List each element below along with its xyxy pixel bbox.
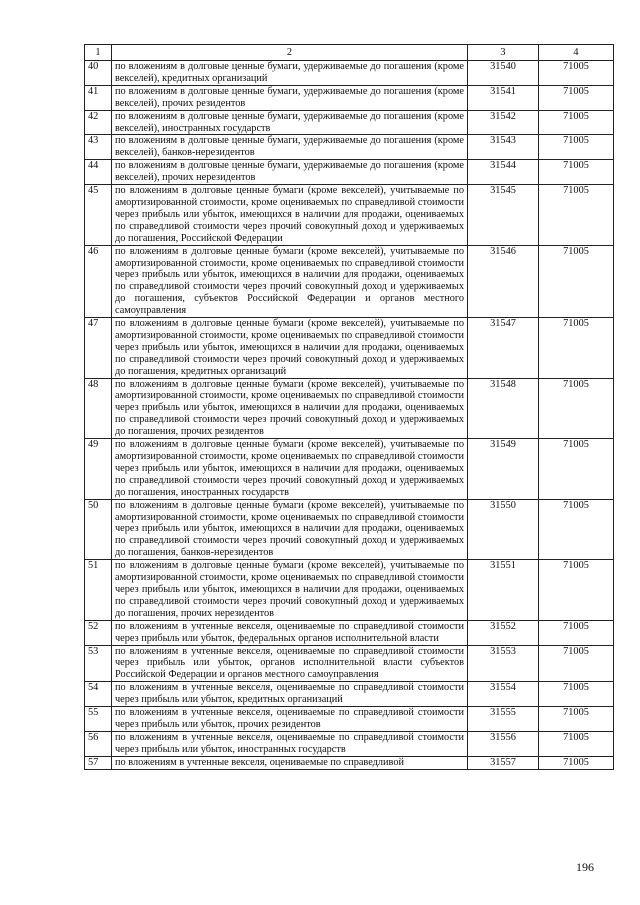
row-account: 71005: [539, 620, 614, 645]
row-number: 54: [85, 682, 112, 707]
row-account: 71005: [539, 756, 614, 769]
row-code: 31557: [468, 756, 539, 769]
table-row: [85, 499, 614, 560]
row-number: 56: [85, 731, 112, 756]
row-number: 42: [85, 110, 112, 135]
row-account: 71005: [539, 135, 614, 160]
table-row: [85, 756, 614, 769]
row-account: 71005: [539, 61, 614, 86]
row-number: 52: [85, 620, 112, 645]
row-description: по вложениям в долговые ценные бумаги (кроме векселей), учитываемые по амортизированной стоимости, кроме оцениваемых по справедливой стоимости через прибыль или убыток, имеющихся в наличии для продажи, оцениваемых по справедливой стоимости через прочий совокупный доход и удерживаемых до погашения, иностранных государств: [112, 439, 468, 500]
row-code: 31552: [468, 620, 539, 645]
row-description: по вложениям в учтенные векселя, оцениваемые по справедливой стоимости через прибыль или убыток, прочих резидентов: [112, 707, 468, 732]
row-account: 71005: [539, 378, 614, 439]
page-number: 196: [576, 860, 594, 874]
row-number: 43: [85, 135, 112, 160]
row-number: 55: [85, 707, 112, 732]
row-number: 50: [85, 499, 112, 560]
table-header-row: [85, 45, 614, 61]
row-account: 71005: [539, 110, 614, 135]
table-row: [85, 245, 614, 317]
table-row: [85, 645, 614, 682]
row-description: по вложениям в учтенные векселя, оцениваемые по справедливой стоимости через прибыль или убыток, кредитных организаций: [112, 682, 468, 707]
row-code: 31551: [468, 560, 539, 621]
row-description: по вложениям в долговые ценные бумаги, удерживаемые до погашения (кроме векселей), иностранных государств: [112, 110, 468, 135]
row-description: по вложениям в долговые ценные бумаги (кроме векселей), учитываемые по амортизированной стоимости, кроме оцениваемых по справедливой стоимости через прибыль или убыток, имеющихся в наличии для продажи, оцениваемых по справедливой стоимости через прочий совокупный доход и удерживаемых до погашения, прочих нерезидентов: [112, 560, 468, 621]
row-account: 71005: [539, 245, 614, 317]
row-number: 48: [85, 378, 112, 439]
row-number: 45: [85, 185, 112, 246]
row-description: по вложениям в учтенные векселя, оцениваемые по справедливой стоимости через прибыль или убыток, органов исполнительной власти субъектов Российской Федерации и органов местного самоуправления: [112, 645, 468, 682]
row-account: 71005: [539, 318, 614, 379]
row-account: 71005: [539, 160, 614, 185]
row-account: 71005: [539, 560, 614, 621]
table-body: [85, 61, 614, 770]
row-number: 47: [85, 318, 112, 379]
header-col-4: 4: [539, 45, 614, 61]
accounts-table: [84, 44, 614, 770]
row-number: 44: [85, 160, 112, 185]
row-number: 46: [85, 245, 112, 317]
row-description: по вложениям в долговые ценные бумаги, удерживаемые до погашения (кроме векселей), кредитных организаций: [112, 61, 468, 86]
header-col-1: 1: [85, 45, 112, 61]
row-code: 31547: [468, 318, 539, 379]
row-code: 31542: [468, 110, 539, 135]
header-col-2: 2: [112, 45, 468, 61]
row-description: по вложениям в долговые ценные бумаги (кроме векселей), учитываемые по амортизированной стоимости, кроме оцениваемых по справедливой стоимости через прибыль или убыток, имеющихся в наличии для продажи, оцениваемых по справедливой стоимости через прочий совокупный доход и удерживаемых до погашения, банков-нерезидентов: [112, 499, 468, 560]
table-row: [85, 682, 614, 707]
row-code: 31548: [468, 378, 539, 439]
row-code: 31545: [468, 185, 539, 246]
row-code: 31546: [468, 245, 539, 317]
row-description: по вложениям в долговые ценные бумаги (кроме векселей), учитываемые по амортизированной стоимости, кроме оцениваемых по справедливой стоимости через прибыль или убыток, имеющихся в наличии для продажи, оцениваемых по справедливой стоимости через прочий совокупный доход и удерживаемых до погашения, кредитных организаций: [112, 318, 468, 379]
row-code: 31554: [468, 682, 539, 707]
row-number: 51: [85, 560, 112, 621]
row-code: 31553: [468, 645, 539, 682]
row-account: 71005: [539, 439, 614, 500]
table-row: [85, 560, 614, 621]
table-row: [85, 185, 614, 246]
row-account: 71005: [539, 499, 614, 560]
row-number: 40: [85, 61, 112, 86]
table-row: [85, 378, 614, 439]
row-code: 31544: [468, 160, 539, 185]
row-code: 31555: [468, 707, 539, 732]
row-number: 49: [85, 439, 112, 500]
row-description: по вложениям в долговые ценные бумаги (кроме векселей), учитываемые по амортизированной стоимости, кроме оцениваемых по справедливой стоимости через прибыль или убыток, имеющихся в наличии для продажи, оцениваемых по справедливой стоимости через прочий совокупный доход и удерживаемых до погашения, прочих резидентов: [112, 378, 468, 439]
table-row: [85, 707, 614, 732]
row-account: 71005: [539, 645, 614, 682]
table-row: [85, 61, 614, 86]
row-account: 71005: [539, 682, 614, 707]
row-code: 31543: [468, 135, 539, 160]
table-row: [85, 318, 614, 379]
table-row: [85, 731, 614, 756]
row-description: по вложениям в учтенные векселя, оцениваемые по справедливой стоимости через прибыль или убыток, иностранных государств: [112, 731, 468, 756]
row-account: 71005: [539, 707, 614, 732]
table-row: [85, 110, 614, 135]
row-code: 31550: [468, 499, 539, 560]
row-description: по вложениям в долговые ценные бумаги, удерживаемые до погашения (кроме векселей), прочих резидентов: [112, 85, 468, 110]
row-account: 71005: [539, 185, 614, 246]
row-description: по вложениям в учтенные векселя, оцениваемые по справедливой стоимости через прибыль или убыток, федеральных органов исполнительной власти: [112, 620, 468, 645]
table-row: [85, 85, 614, 110]
table-row: [85, 620, 614, 645]
row-description: по вложениям в долговые ценные бумаги, удерживаемые до погашения (кроме векселей), банков-нерезидентов: [112, 135, 468, 160]
row-number: 41: [85, 85, 112, 110]
row-description: по вложениям в учтенные векселя, оцениваемые по справедливой: [112, 756, 468, 769]
row-description: по вложениям в долговые ценные бумаги, удерживаемые до погашения (кроме векселей), прочих нерезидентов: [112, 160, 468, 185]
row-account: 71005: [539, 731, 614, 756]
row-code: 31540: [468, 61, 539, 86]
row-number: 53: [85, 645, 112, 682]
table-row: [85, 160, 614, 185]
row-code: 31556: [468, 731, 539, 756]
table-row: [85, 135, 614, 160]
row-account: 71005: [539, 85, 614, 110]
row-description: по вложениям в долговые ценные бумаги (кроме векселей), учитываемые по амортизированной стоимости, кроме оцениваемых по справедливой стоимости через прибыль или убыток, имеющихся в наличии для продажи, оцениваемых по справедливой стоимости через прочий совокупный доход и удерживаемых до погашения, Российской Федерации: [112, 185, 468, 246]
row-code: 31541: [468, 85, 539, 110]
row-description: по вложениям в долговые ценные бумаги (кроме векселей), учитываемые по амортизированной стоимости, кроме оцениваемых по справедливой стоимости через прибыль или убыток, имеющихся в наличии для продажи, оцениваемых по справедливой стоимости через прочий совокупный доход и удерживаемых до погашения, субъектов Российской Федерации и органов местного самоуправления: [112, 245, 468, 317]
row-code: 31549: [468, 439, 539, 500]
row-number: 57: [85, 756, 112, 769]
table-row: [85, 439, 614, 500]
header-col-3: 3: [468, 45, 539, 61]
